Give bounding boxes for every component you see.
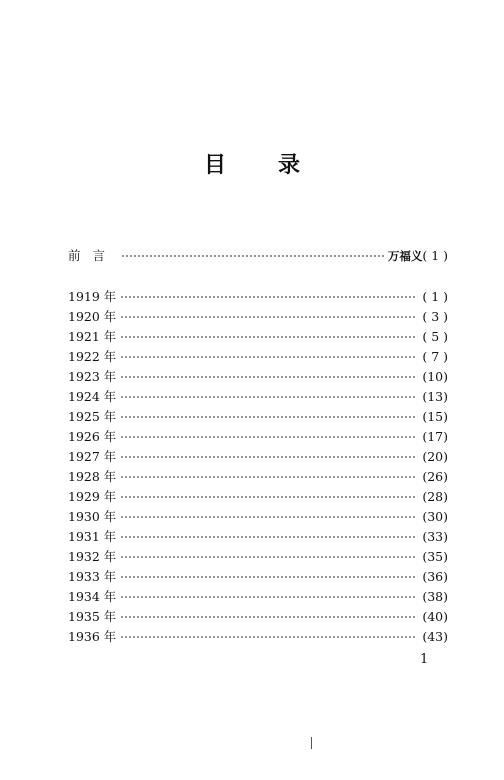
toc-entry[interactable] <box>68 288 448 306</box>
dot-leader <box>120 476 416 478</box>
toc-entry-author: 万福义 <box>387 249 423 263</box>
dot-leader <box>120 316 416 318</box>
toc-entry[interactable] <box>68 408 448 426</box>
toc-entry-page: (40) <box>422 609 448 624</box>
toc-entry-label: 1933 年 <box>68 569 117 584</box>
toc-entry-page: (36) <box>422 569 448 584</box>
toc-entry-label: 1928 年 <box>68 469 117 484</box>
toc-entry[interactable] <box>68 508 448 526</box>
toc-entry-page: ( 5 ) <box>422 329 448 344</box>
toc-entry-page: (26) <box>422 469 448 484</box>
toc-entry-page: (20) <box>422 449 448 464</box>
dot-leader <box>120 576 416 578</box>
toc-entry-page: (28) <box>422 489 448 504</box>
toc-entry-label: 1935 年 <box>68 609 117 624</box>
dot-leader <box>120 616 416 618</box>
dot-leader <box>120 356 416 358</box>
toc-entry-label: 1932 年 <box>68 549 117 564</box>
dot-leader <box>120 436 416 438</box>
toc-entry-page: (35) <box>422 549 448 564</box>
dot-leader <box>120 496 416 498</box>
dot-leader <box>120 536 416 538</box>
page-title <box>0 148 504 179</box>
toc-entry[interactable] <box>68 548 448 566</box>
title-char-2: 录 <box>278 153 301 178</box>
toc-entry-page: ( 1 ) <box>422 289 448 304</box>
toc-entry-label: 1923 年 <box>68 369 117 384</box>
toc-entry-page: (15) <box>422 409 448 424</box>
footer-mark <box>311 737 312 749</box>
dot-leader <box>120 456 416 458</box>
toc-entry-page: (43) <box>422 629 448 644</box>
dot-leader <box>120 636 416 638</box>
toc-entry-page: (10) <box>422 369 448 384</box>
toc-entry-label: 1924 年 <box>68 389 117 404</box>
toc-entry[interactable] <box>68 568 448 586</box>
dot-leader <box>120 376 416 378</box>
toc-entry-label: 1926 年 <box>68 429 117 444</box>
toc-entry-label: 1936 年 <box>68 629 117 644</box>
toc-entry-page: ( 1 ) <box>422 248 448 263</box>
folio-page-number: 1 <box>420 652 429 667</box>
toc-entry-page: (30) <box>422 509 448 524</box>
toc-entry[interactable] <box>68 308 448 326</box>
toc-entry-page: (33) <box>422 529 448 544</box>
toc-entry-label: 1930 年 <box>68 509 117 524</box>
toc-entry-label: 1925 年 <box>68 409 117 424</box>
dot-leader <box>120 556 416 558</box>
dot-leader <box>120 596 416 598</box>
toc-entry[interactable] <box>68 328 448 346</box>
dot-leader <box>120 336 416 338</box>
toc-entry[interactable] <box>68 608 448 626</box>
title-char-1: 目 <box>203 153 226 178</box>
toc-entry-label: 1922 年 <box>68 349 117 364</box>
toc-entry-page: (17) <box>422 429 448 444</box>
toc-entry-label: 前言 <box>68 248 118 263</box>
dot-leader <box>120 516 416 518</box>
toc-entry[interactable] <box>68 428 448 446</box>
toc-entry[interactable] <box>68 448 448 466</box>
toc-entry[interactable] <box>68 528 448 546</box>
toc-entry-page: (38) <box>422 589 448 604</box>
toc-entry-preface[interactable] <box>68 247 448 265</box>
toc-entry[interactable] <box>68 368 448 386</box>
toc-entry-label: 1927 年 <box>68 449 117 464</box>
toc-entry[interactable] <box>68 588 448 606</box>
toc-entry[interactable] <box>68 388 448 406</box>
toc-entry-label: 1919 年 <box>68 289 117 304</box>
dot-leader <box>120 396 416 398</box>
toc-entry[interactable] <box>68 628 448 646</box>
toc-entry-label: 1929 年 <box>68 489 117 504</box>
toc-entry-label: 1934 年 <box>68 589 117 604</box>
toc-entry[interactable] <box>68 468 448 486</box>
dot-leader <box>120 416 416 418</box>
toc-entry-label: 1921 年 <box>68 329 117 344</box>
dot-leader <box>120 296 416 298</box>
toc-entry-page: ( 3 ) <box>422 309 448 324</box>
toc-entry-page: (13) <box>422 389 448 404</box>
toc-entry-page: ( 7 ) <box>422 349 448 364</box>
toc-entry[interactable] <box>68 348 448 366</box>
toc-entry[interactable] <box>68 488 448 506</box>
toc-entry-label: 1920 年 <box>68 309 117 324</box>
toc-entry-label: 1931 年 <box>68 529 117 544</box>
dot-leader <box>121 255 384 257</box>
